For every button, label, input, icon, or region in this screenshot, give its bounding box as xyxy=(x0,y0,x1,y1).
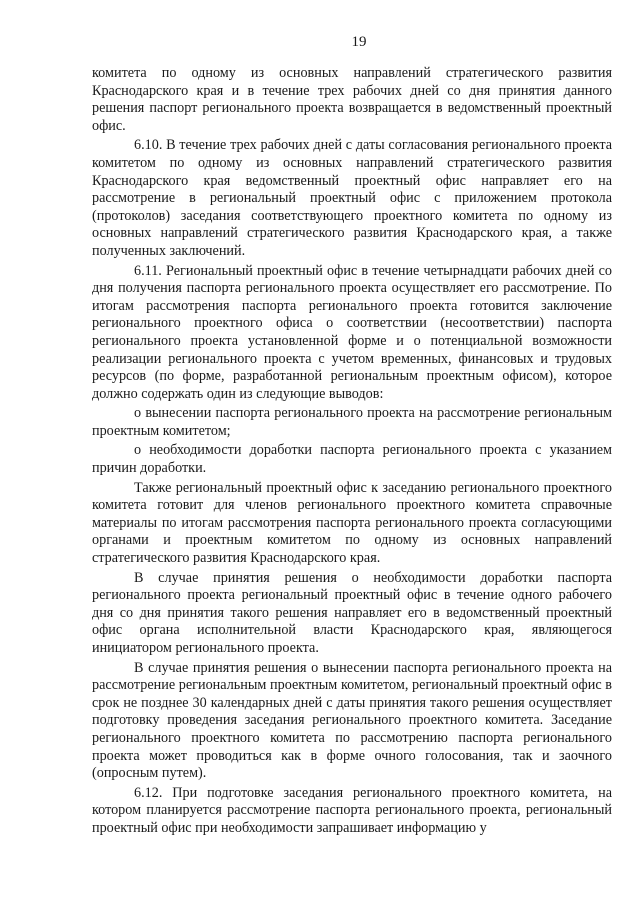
paragraph: 6.11. Региональный проектный офис в течение четырнадцати рабочих дней со дня получения паспорта регионального проекта осуществляет его рассмотрение. По итогам рассмотрения паспорта регионального проекта готовится заключение регионального проектного офиса о соответствии (несоответствии) паспорта регионального проекта установленной форме и о потенциальной возможности реализации регионального проекта с учетом временных, финансовых и трудовых ресурсов (по форме, разработанной региональным проектным офисом), которое должно содержать один из следующие выводов: xyxy=(92,262,612,402)
paragraph: комитета по одному из основных направлений стратегического развития Краснодарского края и в течение трех рабочих дней со дня принятия данного решения паспорт регионального проекта возвращается в ведомственный проектный офис. xyxy=(92,65,612,134)
paragraph: 6.10. В течение трех рабочих дней с даты согласования регионального проекта комитетом по одному из основных направлений стратегического развития Краснодарского края ведомственный проектный офис направляет его на рассмотрение в региональный проектный офис с приложением протокола (протоколов) заседания соответствующего проектного комитета по одному из основных направлений стратегического развития Краснодарского края, а также полученных заключений. xyxy=(92,137,612,259)
document-body xyxy=(92,65,612,838)
page-number: 19 xyxy=(351,34,367,50)
paragraph: о вынесении паспорта регионального проекта на рассмотрение региональным проектным комитетом; xyxy=(92,405,612,439)
paragraph: 6.12. При подготовке заседания регионального проектного комитета, на котором планируется рассмотрение паспорта регионального проекта, региональный проектный офис при необходимости запрашивает информацию у xyxy=(92,784,612,836)
paragraph: о необходимости доработки паспорта регионального проекта с указанием причин доработки. xyxy=(92,442,612,477)
paragraph: В случае принятия решения о необходимости доработки паспорта регионального проекта региональный проектный офис в течение одного рабочего дня со дня принятия такого решения направляет его в ведомственный проектный офис органа исполнительной власти Краснодарского края, являющегося инициатором регионального проекта. xyxy=(92,569,612,656)
paragraph: В случае принятия решения о вынесении паспорта регионального проекта на рассмотрение региональным проектным комитетом, региональный проектный офис в срок не позднее 30 календарных дней с даты принятия такого решения осуществляет подготовку проведения заседания регионального проектного комитета. Заседание регионального проектного комитета по рассмотрению паспорта регионального проекта может проводиться как в форме очного голосования, так и заочного (опросным путем). xyxy=(92,659,612,782)
paragraph: Также региональный проектный офис к заседанию регионального проектного комитета готовит для членов регионального проектного комитета справочные материалы по итогам рассмотрения паспорта регионального проекта согласующими органами и проектным комитетом по одному из основных направлений стратегического развития Краснодарского края. xyxy=(92,479,612,567)
